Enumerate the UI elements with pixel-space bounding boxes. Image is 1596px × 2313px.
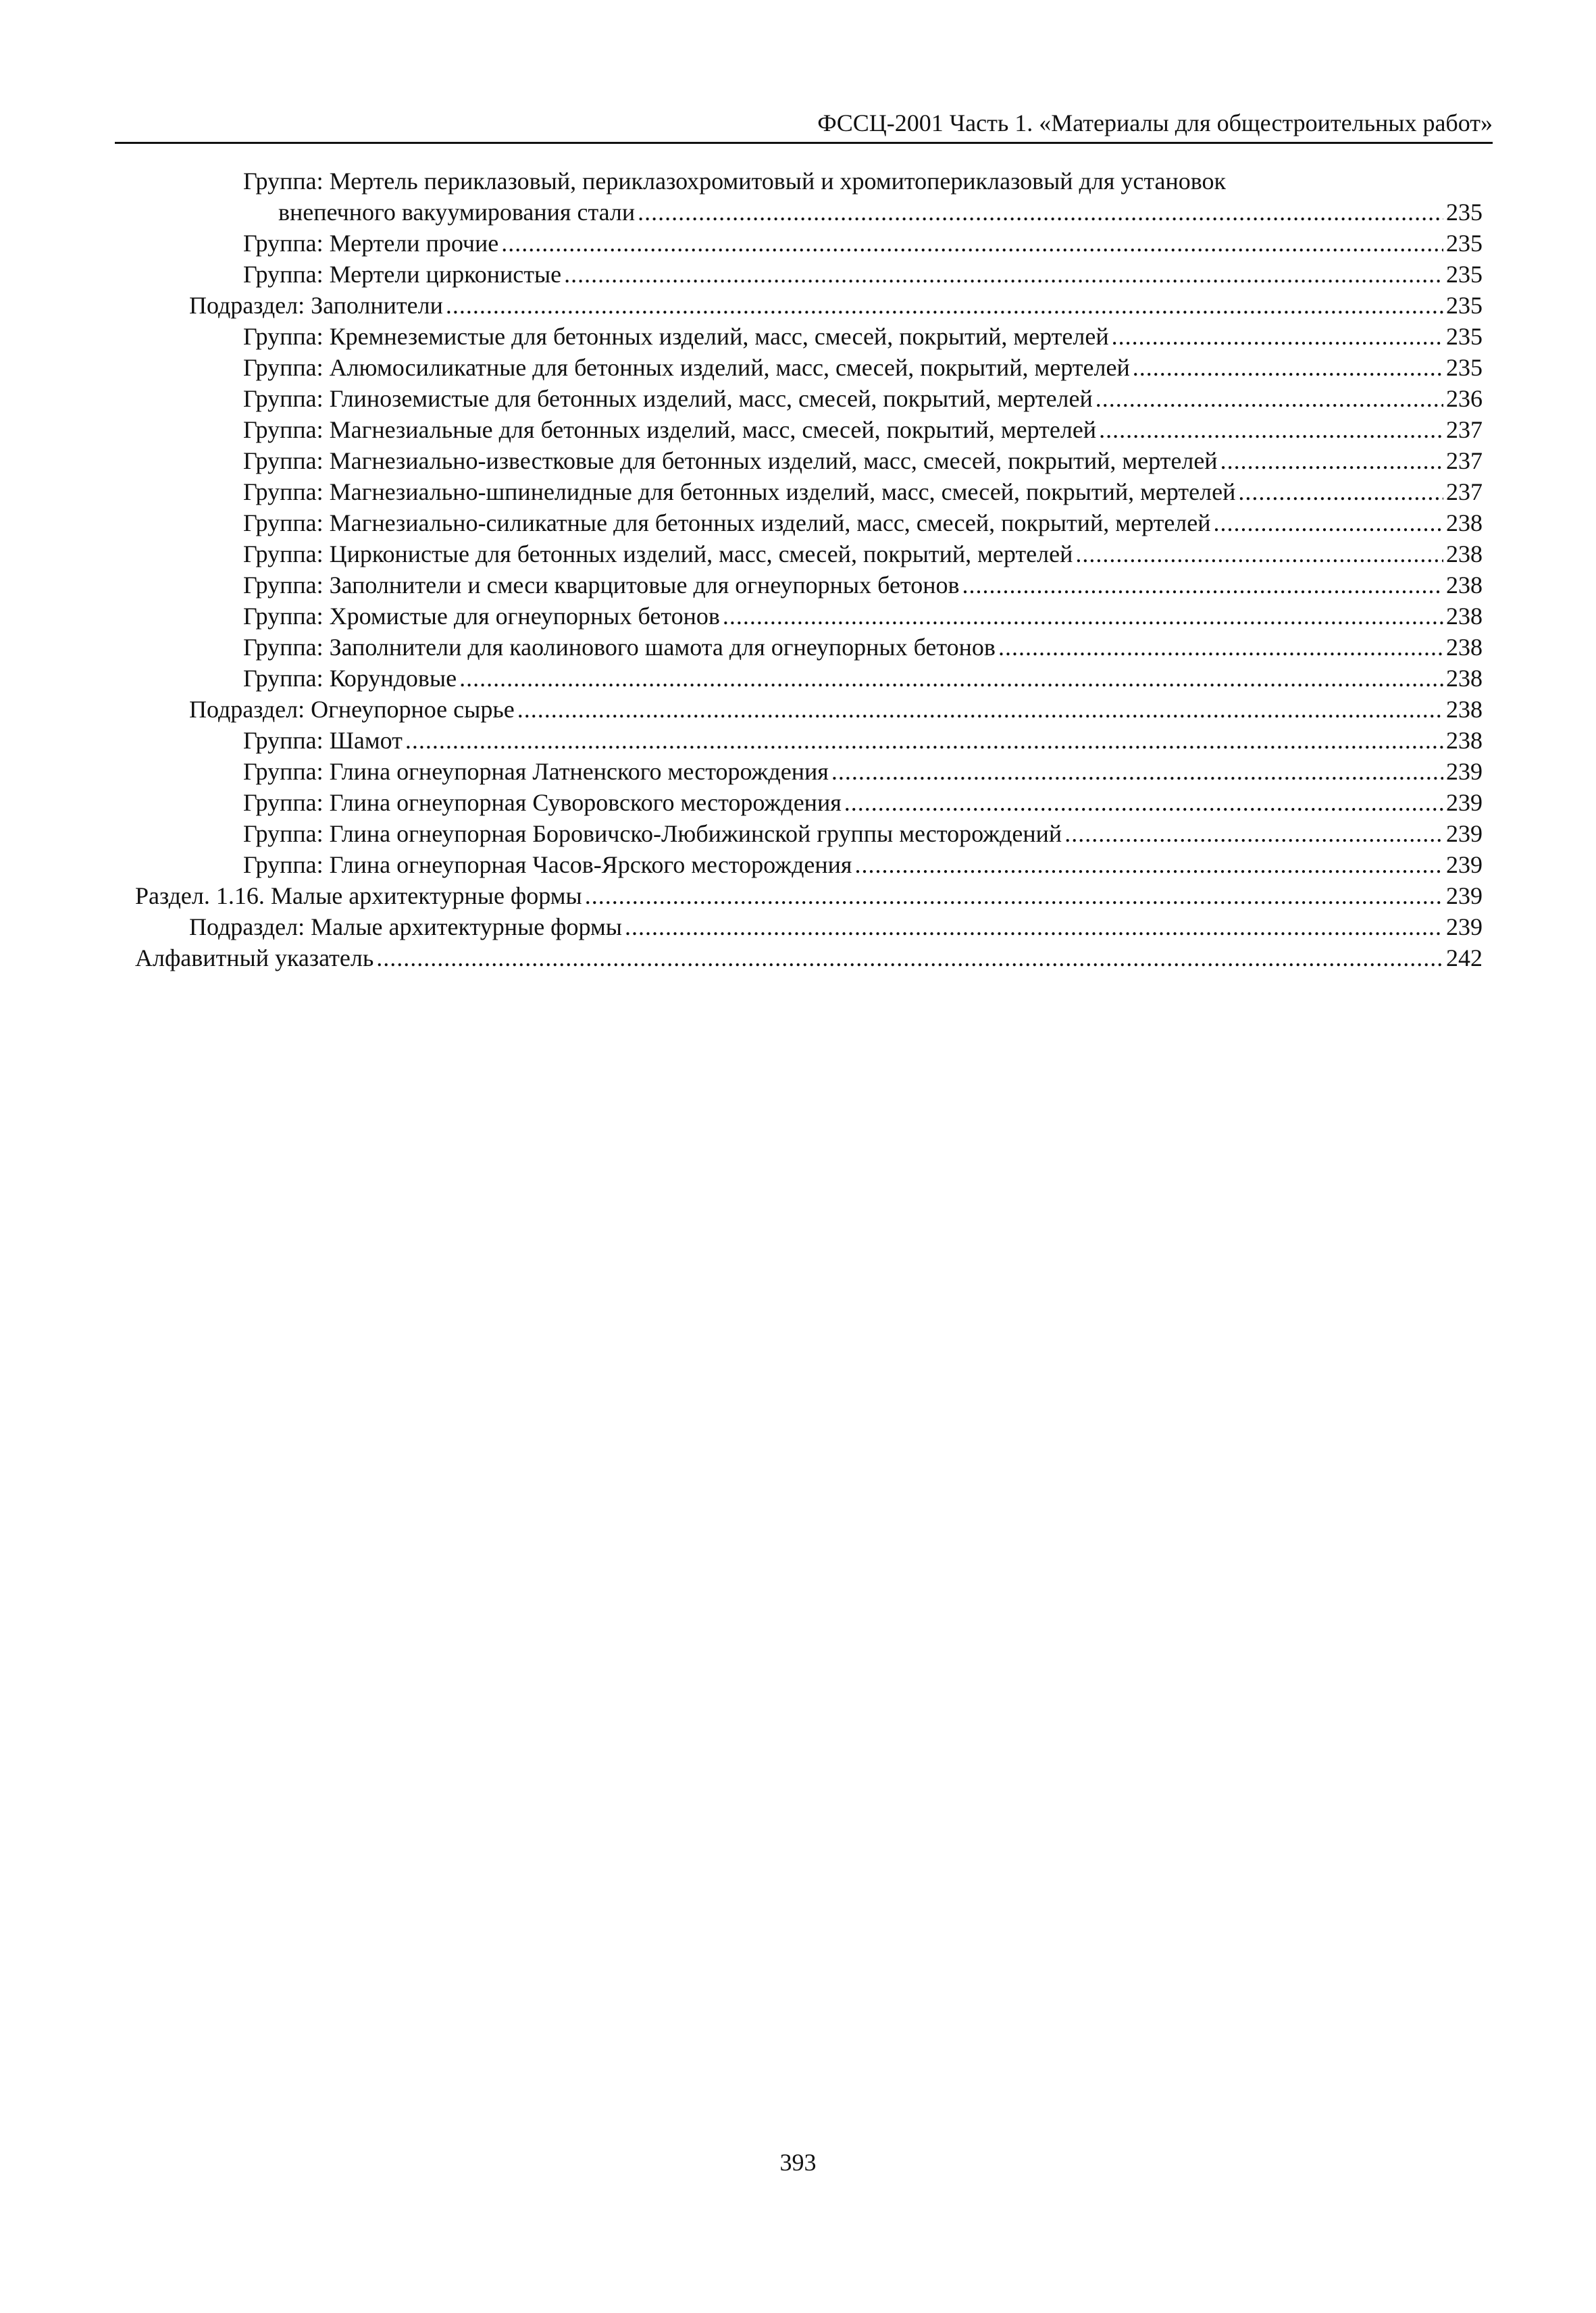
toc-entry-page: 239 [1446, 913, 1483, 940]
toc-entry-label: Подраздел: Малые архитектурные формы [189, 913, 622, 940]
toc-entry[interactable] [0, 414, 1596, 445]
toc-entry[interactable] [0, 942, 1596, 973]
toc-entry-label: Группа: Глина огнеупорная Латненского месторождения [243, 758, 829, 785]
toc-entry[interactable] [0, 383, 1596, 414]
toc-entry-page: 239 [1446, 789, 1483, 816]
toc-entry-label: Раздел. 1.16. Малые архитектурные формы [135, 882, 582, 909]
toc-entry-label: Группа: Хромистые для огнеупорных бетонов [243, 603, 720, 630]
toc-entry-label: Группа: Мертели цирконистые [243, 261, 562, 288]
toc-entry[interactable] [0, 725, 1596, 756]
toc-entry-label: Группа: Заполнители и смеси кварцитовые для огнеупорных бетонов [243, 571, 960, 599]
toc-entry-page: 239 [1446, 820, 1483, 847]
toc-entry-label: Группа: Кремнеземистые для бетонных изделий, масс, смесей, покрытий, мертелей [243, 323, 1109, 350]
toc-dot-leader [1133, 352, 1443, 383]
toc-entry-page: 236 [1446, 385, 1483, 412]
toc-entry-label: Группа: Магнезиальные для бетонных изделий, масс, смесей, покрытий, мертелей [243, 416, 1097, 443]
toc-entry[interactable] [0, 756, 1596, 787]
toc-entry-label: Группа: Заполнители для каолинового шамота для огнеупорных бетонов [243, 634, 996, 661]
toc-entry-label: Группа: Корундовые [243, 665, 457, 692]
toc-entry[interactable] [0, 228, 1596, 259]
toc-entry[interactable] [0, 911, 1596, 942]
toc-entry[interactable] [0, 476, 1596, 507]
toc-entry-page: 235 [1446, 323, 1483, 350]
toc-dot-leader [564, 259, 1443, 290]
toc-dot-leader [1064, 818, 1443, 849]
toc-dot-leader [831, 756, 1443, 787]
toc-entry-page: 238 [1446, 603, 1483, 630]
toc-entry-page: 237 [1446, 478, 1483, 505]
toc-dot-leader [1238, 476, 1443, 507]
toc-entry-label: Группа: Глина огнеупорная Суворовского месторождения [243, 789, 842, 816]
toc-entry[interactable] [0, 445, 1596, 476]
toc-entry[interactable] [0, 352, 1596, 383]
toc-entry-label: Подраздел: Огнеупорное сырье [189, 696, 515, 723]
toc-dot-leader [585, 880, 1443, 911]
toc-entry-label: Группа: Магнезиально-силикатные для бетонных изделий, масс, смесей, покрытий, мертелей [243, 509, 1211, 536]
toc-entry[interactable] [0, 880, 1596, 911]
toc-entry-page: 238 [1446, 696, 1483, 723]
toc-entry-label: Группа: Глина огнеупорная Боровичско-Любижинской группы месторождений [243, 820, 1062, 847]
toc-entry-label: Алфавитный указатель [135, 944, 374, 971]
toc-entry[interactable] [0, 166, 1596, 197]
toc-entry-page: 238 [1446, 727, 1483, 754]
toc-dot-leader [517, 694, 1443, 725]
toc-dot-leader [638, 197, 1443, 228]
toc-entry[interactable] [0, 290, 1596, 321]
toc-dot-leader [1214, 507, 1443, 538]
toc-dot-leader [1096, 383, 1443, 414]
toc-entry-page: 238 [1446, 540, 1483, 567]
toc-entry-label: Группа: Магнезиально-шпинелидные для бетонных изделий, масс, смесей, покрытий, мертелей [243, 478, 1236, 505]
toc-entry-page: 238 [1446, 571, 1483, 599]
toc-entry-page: 235 [1446, 230, 1483, 257]
toc-entry-label: Группа: Цирконистые для бетонных изделий, масс, смесей, покрытий, мертелей [243, 540, 1073, 567]
toc-dot-leader [1220, 445, 1443, 476]
toc-dot-leader [844, 787, 1443, 818]
toc-dot-leader [962, 569, 1443, 601]
toc-entry[interactable] [0, 538, 1596, 569]
toc-entry-label: Группа: Шамот [243, 727, 403, 754]
toc-entry-page: 235 [1446, 292, 1483, 319]
toc-entry-label: Группа: Глина огнеупорная Часов-Ярского месторождения [243, 851, 852, 878]
page-number: 393 [779, 2149, 817, 2176]
toc-dot-leader [1099, 414, 1443, 445]
running-header: ФССЦ-2001 Часть 1. «Материалы для общестроительных работ» [817, 109, 1493, 136]
toc-entry[interactable] [0, 818, 1596, 849]
toc-dot-leader [854, 849, 1443, 880]
toc-entry-page: 239 [1446, 882, 1483, 909]
toc-entry-label: Группа: Мертель периклазовый, периклазохромитовый и хромитопериклазовый для установок [243, 168, 1227, 195]
toc-entry-page: 235 [1446, 199, 1483, 226]
toc-entry-page: 237 [1446, 416, 1483, 443]
toc-entry[interactable] [0, 569, 1596, 601]
toc-entry-page: 239 [1446, 758, 1483, 785]
toc-dot-leader [459, 663, 1443, 694]
toc-dot-leader [723, 601, 1443, 632]
toc-entry[interactable] [0, 787, 1596, 818]
toc-dot-leader [1112, 321, 1443, 352]
toc-entry-page: 237 [1446, 447, 1483, 474]
toc-entry[interactable] [0, 663, 1596, 694]
toc-entry[interactable] [0, 694, 1596, 725]
toc-entry[interactable] [0, 507, 1596, 538]
toc-entry-page: 238 [1446, 665, 1483, 692]
toc-dot-leader [1075, 538, 1443, 569]
toc-entry-label: Группа: Алюмосиликатные для бетонных изделий, масс, смесей, покрытий, мертелей [243, 354, 1130, 381]
toc-entry[interactable] [0, 259, 1596, 290]
toc-entry-page: 242 [1446, 944, 1483, 971]
toc-dot-leader [625, 911, 1443, 942]
toc-entry-page: 238 [1446, 634, 1483, 661]
toc-entry[interactable] [0, 321, 1596, 352]
toc-dot-leader [376, 942, 1443, 973]
toc-entry[interactable] [0, 197, 1596, 228]
toc-entry-label: Подраздел: Заполнители [189, 292, 443, 319]
header-rule [115, 142, 1493, 144]
toc-entry-label: Группа: Мертели прочие [243, 230, 499, 257]
toc-entry[interactable] [0, 849, 1596, 880]
toc-dot-leader [405, 725, 1443, 756]
toc-dot-leader [998, 632, 1443, 663]
toc-entry-page: 235 [1446, 354, 1483, 381]
table-of-contents [0, 166, 1596, 973]
toc-entry-page: 238 [1446, 509, 1483, 536]
toc-entry-label: Группа: Магнезиально-известковые для бетонных изделий, масс, смесей, покрытий, мертелей [243, 447, 1218, 474]
toc-entry[interactable] [0, 601, 1596, 632]
toc-dot-leader [501, 228, 1443, 259]
toc-entry-page: 235 [1446, 261, 1483, 288]
toc-dot-leader [446, 290, 1443, 321]
toc-entry-label: внепечного вакуумирования стали [278, 199, 636, 226]
toc-entry-label: Группа: Глиноземистые для бетонных изделий, масс, смесей, покрытий, мертелей [243, 385, 1093, 412]
toc-entry[interactable] [0, 632, 1596, 663]
toc-entry-page: 239 [1446, 851, 1483, 878]
